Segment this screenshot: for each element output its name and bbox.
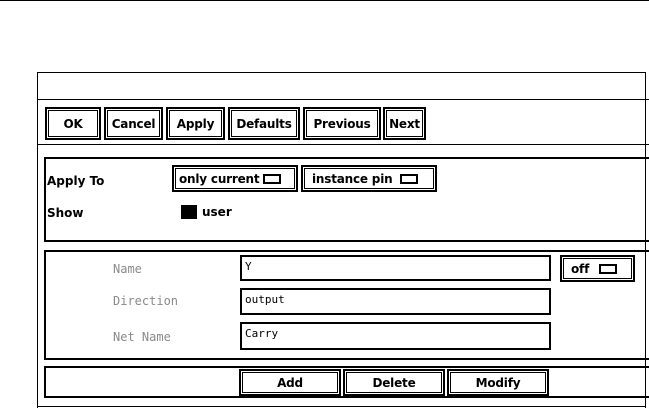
dialog-title-bar-top xyxy=(37,72,646,73)
show-user-checkbox[interactable] xyxy=(181,205,197,219)
apply-to-label: Apply To xyxy=(47,174,105,188)
off-cycle-label: off xyxy=(571,261,590,276)
cancel-button-label: Cancel xyxy=(107,110,160,137)
defaults-button-label: Defaults xyxy=(231,110,297,137)
top-separator xyxy=(0,0,649,1)
target-cycle-inner xyxy=(304,168,434,189)
target-cycle-button[interactable] xyxy=(301,165,437,192)
target-cycle-label: instance pin xyxy=(312,171,393,186)
cycle-indicator-icon xyxy=(400,174,418,184)
direction-label: Direction xyxy=(113,294,179,308)
off-cycle-inner xyxy=(563,258,632,279)
ok-button-label: OK xyxy=(48,110,98,137)
scope-cycle-label: only current xyxy=(179,171,260,186)
modify-button[interactable] xyxy=(447,369,549,396)
direction-field[interactable]: output xyxy=(240,288,551,315)
apply-button[interactable] xyxy=(166,107,225,140)
dialog-left-edge xyxy=(37,72,38,408)
delete-button-label: Delete xyxy=(346,372,442,393)
cancel-button[interactable] xyxy=(104,107,163,140)
scope-cycle-inner xyxy=(175,168,295,189)
name-field[interactable]: Y xyxy=(240,255,551,281)
modify-button-label: Modify xyxy=(450,372,546,393)
cycle-indicator-icon xyxy=(599,264,617,274)
toolbar-separator xyxy=(37,144,649,145)
next-button-label: Next xyxy=(386,110,423,137)
scope-cycle-button[interactable] xyxy=(172,165,298,192)
previous-button[interactable] xyxy=(303,107,381,140)
off-cycle-button[interactable] xyxy=(560,255,635,282)
cycle-indicator-icon xyxy=(263,174,281,184)
previous-button-label: Previous xyxy=(306,110,378,137)
dialog-title-bar-bottom xyxy=(37,99,649,100)
net-name-field[interactable]: Carry xyxy=(240,322,551,350)
name-label: Name xyxy=(113,262,142,276)
apply-button-label: Apply xyxy=(169,110,222,137)
defaults-button[interactable] xyxy=(228,107,300,140)
next-button[interactable] xyxy=(383,107,426,140)
ok-button[interactable] xyxy=(45,107,101,140)
show-label: Show xyxy=(47,206,84,220)
net-name-label: Net Name xyxy=(113,330,171,344)
delete-button[interactable] xyxy=(343,369,445,396)
show-user-label: user xyxy=(202,205,232,219)
add-button-label: Add xyxy=(242,372,338,393)
dialog-bottom-edge xyxy=(37,406,646,407)
add-button[interactable] xyxy=(239,369,341,396)
